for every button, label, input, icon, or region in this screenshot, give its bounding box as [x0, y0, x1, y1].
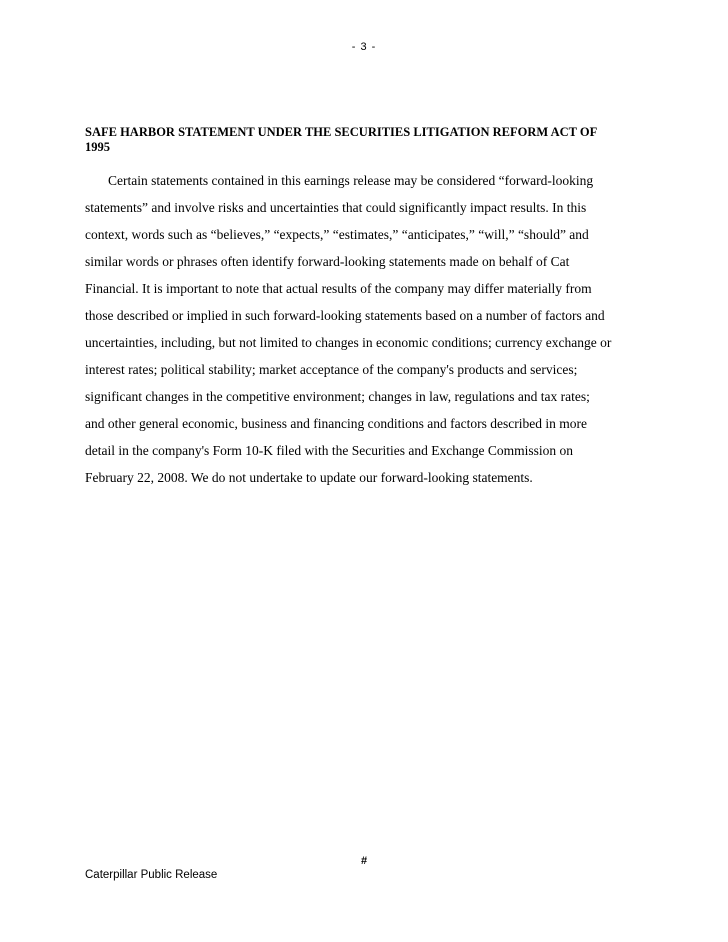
section-heading-line: SAFE HARBOR STATEMENT UNDER THE SECURITIES LITIGATION REFORM ACT OF — [85, 125, 598, 139]
paragraph-line: Certain statements contained in this earnings release may be considered “forward-looking — [108, 173, 594, 188]
safe-harbor-paragraph — [85, 167, 660, 491]
page-number: - 3 - — [351, 41, 377, 53]
footer-text: Caterpillar Public Release — [85, 869, 218, 881]
paragraph-line: those described or implied in such forward-looking statements based on a number of factors and — [85, 308, 605, 323]
paragraph-line: similar words or phrases often identify forward-looking statements made on behalf of Cat — [85, 254, 570, 269]
end-of-release-mark: # — [360, 855, 368, 867]
paragraph-line: interest rates; political stability; market acceptance of the company's products and services; — [85, 362, 578, 377]
section-heading-line: 1995 — [85, 140, 110, 154]
paragraph-line: statements” and involve risks and uncertainties that could significantly impact results. In this — [85, 200, 587, 215]
paragraph-line: Financial. It is important to note that actual results of the company may differ materially from — [85, 281, 592, 296]
paragraph-line: February 22, 2008. We do not undertake to update our forward-looking statements. — [85, 470, 533, 485]
paragraph-line: significant changes in the competitive environment; changes in law, regulations and tax rates; — [85, 389, 590, 404]
paragraph-line: detail in the company's Form 10-K filed with the Securities and Exchange Commission on — [85, 443, 573, 458]
paragraph-line: context, words such as “believes,” “expects,” “estimates,” “anticipates,” “will,” “should” and — [85, 227, 589, 242]
paragraph-line: and other general economic, business and financing conditions and factors described in more — [85, 416, 587, 431]
paragraph-line: uncertainties, including, but not limited to changes in economic conditions; currency exchange or — [85, 335, 612, 350]
section-heading — [85, 125, 655, 155]
